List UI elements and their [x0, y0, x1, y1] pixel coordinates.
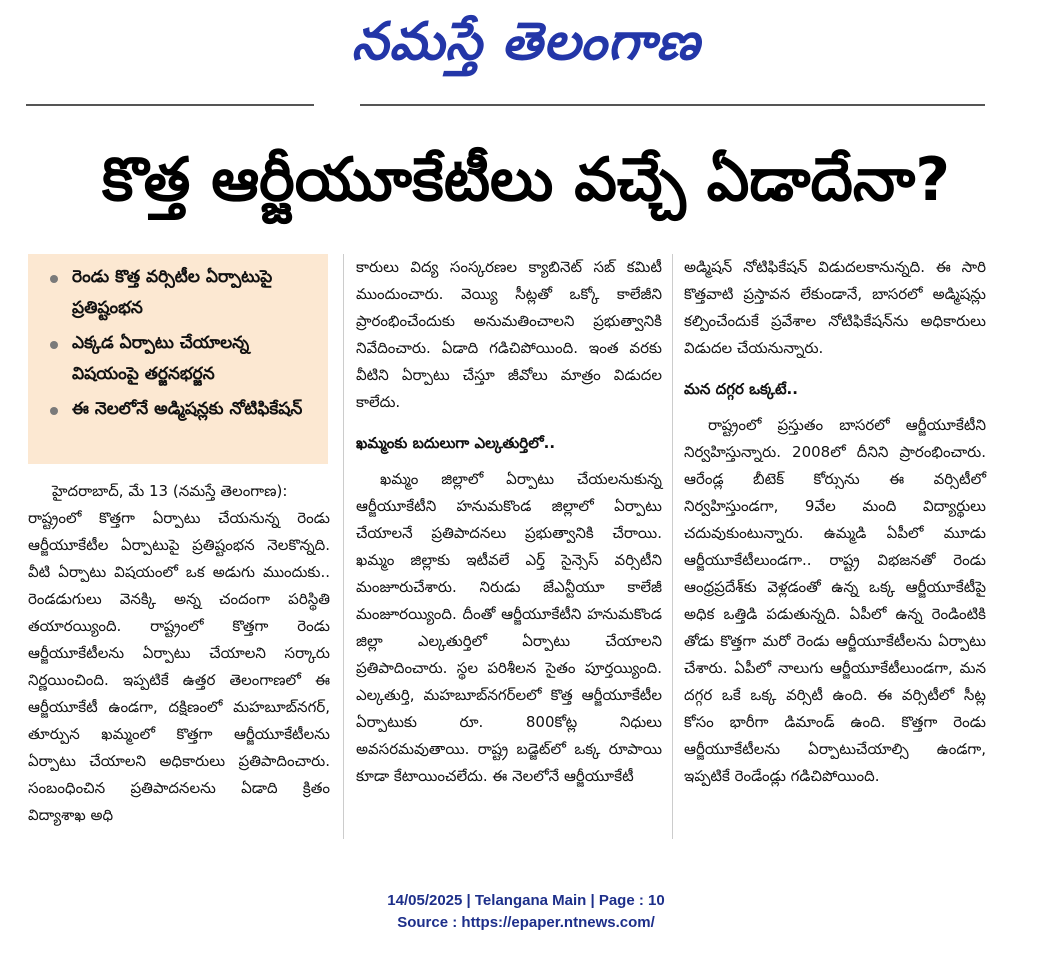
column-3-paragraph-2: రాష్ట్రంలో ప్రస్తుతం బాసరలో ఆర్జీయూకేటీని నిర్వహిస్తున్నారు. 2008లో దీనిని ప్రారంభించారు. ఆరేండ్ల బీటెక్ కోర్సును ఈ వర్సిటీలో నిర్వహిస్తుండగా, 9వేల మంది విద్యార్థులు చదువుకుంటున్నారు. ఉమ్మడి ఏపీలో మూడు ఆర్జీయూకేటీలుండగా.. రాష్ట్ర విభజనతో రెండు ఆంధ్రప్రదేశ్‌కు వెళ్లడంతో ఉన్న ఒక్క ఆర్జీయూకేటీపై అధిక ఒత్తిడి పడుతున్నది. ఏపీలో ఉన్న రెండింటికి తోడు కొత్తగా మరో రెండు ఆర్జీయూకేటీలను ఏర్పాటు చేశారు. ఏపీలో నాలుగు ఆర్జీయూకేటీలుండగా, మన దగ్గర ఒకే ఒక్క వర్సిటీ ఉంది. ఈ వర్సిటీలో సీట్ల కోసం భారీగా డిమాండ్ ఉంది. కొత్తగా రెండు ఆర్జీయూకేటీలను ఏర్పాటుచేయాల్సి ఉండగా, ఇప్పటికే రెండేండ్లు గడిచిపోయింది. — [684, 416, 986, 785]
article-column-2 — [356, 254, 662, 790]
bullet-icon — [50, 275, 58, 283]
column-1-body: రాష్ట్రంలో కొత్తగా ఏర్పాటు చేయనున్న రెండు ఆర్జీయూకేటీల ఏర్పాటుపై ప్రతిష్టంభన నెలకొన్నది. వీటి ఏర్పాటు విషయంలో ఒక అడుగు ముందుకు.. రెండడుగులు వెనక్కి అన్న చందంగా పరిస్థితి తయారయ్యింది. రాష్ట్రంలో కొత్తగా రెండు ఆర్జీయూకేటీలను ఏర్పాటు చేయాలని సర్కారు నిర్ణయించింది. ఇప్పటికే ఉత్తర తెలంగాణలో ఈ ఆర్జీయూకేటీ ఉండగా, దక్షిణంలో మహబూబ్‌నగర్, తూర్పున ఖమ్మంలో కొత్తగా ఆర్జీయూకేటీలను ఏర్పాటు చేయాలని అధికారులు ప్రతిపాదించారు. సంబంధించిన ప్రతిపాదనలను ఏడాది క్రితం విద్యాశాఖ అధి — [28, 509, 330, 824]
column-2-paragraph-1: కారులు విద్య సంస్కరణల క్యాబినెట్ సబ్ కమిటీ ముందుంచారు. వెయ్యి సీట్లతో ఒక్కో కాలేజీని ప్రారంభించేందుకు అనుమతించాలని ప్రభుత్వానికి నివేదించారు. ఏడాది గడిచిపోయింది. ఇంత వరకు వీటిని ఏర్పాటు చేస్తూ జీవోలు మాత్రం విడుదల కాలేదు. — [356, 258, 662, 411]
dateline: హైదరాబాద్, మే 13 (నమస్తే తెలంగాణ): — [52, 482, 288, 500]
article-column-3 — [684, 254, 986, 790]
highlight-text: ఎక్కడ ఏర్పాటు చేయాలన్న విషయంపై తర్జనభర్జన — [72, 333, 250, 384]
highlight-text: ఈ నెలలోనే అడ్మిషన్లకు నోటిఫికేషన్ — [72, 399, 303, 419]
highlight-item — [38, 394, 318, 425]
footer-edition-info: 14/05/2025 | Telangana Main | Page : 10 — [387, 892, 665, 909]
highlight-text: రెండు కొత్త వర్సిటీల ఏర్పాటుపై ప్రతిష్టంభన — [72, 267, 273, 318]
column-divider — [343, 254, 344, 839]
column-2-paragraph-2: ఖమ్మం జిల్లాలో ఏర్పాటు చేయలనుకున్న ఆర్జీయూకేటీని హనుమకొండ జిల్లాలో ఏర్పాటు చేయాలనే ప్రతిపాదనలు ప్రభుత్వానికి చేరాయి. ఖమ్మం జిల్లాకు ఇటీవలే ఎర్త్ సైన్సెస్ వర్సిటీని మంజూరుచేశారు. నిరుడు జేఎన్టీయూ కాలేజీ మంజూరయ్యింది. దీంతో ఆర్జీయూకేటీని హనుమకొండ జిల్లా ఎల్కతుర్తిలో ఏర్పాటు చేయాలని ప్రతిపాదించారు. స్థల పరిశీలన సైతం పూర్తయ్యింది. ఎల్కతుర్తి, మహబూబ్‌నగర్‌లలో కొత్త ఆర్జీయూకేటీల ఏర్పాటుకు రూ. 800కోట్ల నిధులు అవసరమవుతాయి. రాష్ట్ర బడ్జెట్‌లో ఒక్క రూపాయి కూడా కేటాయించలేదు. ఈ నెలలోనే ఆర్జీయూకేటీ — [356, 470, 662, 785]
highlights-box — [28, 254, 328, 464]
highlight-item — [38, 328, 318, 390]
column-3-subheading: మన దగ్గర ఒక్కటే.. — [684, 380, 798, 398]
column-2-subheading: ఖమ్మంకు బదులుగా ఎల్కతుర్తిలో.. — [356, 434, 556, 452]
masthead-rule-right — [360, 104, 985, 106]
column-3-paragraph-1: అడ్మిషన్ నోటిఫికేషన్ విడుదలకానున్నది. ఈ సారి కొత్తవాటి ప్రస్తావన లేకుండానే, బాసరలో అడ్మిషన్లు కల్పించేందుకే ప్రవేశాల నోటిఫికేషన్‌ను అధికారులు విడుదల చేయనున్నారు. — [684, 258, 986, 357]
bullet-icon — [50, 407, 58, 415]
highlight-item — [38, 262, 318, 324]
footer-source-link[interactable]: Source : https://epaper.ntnews.com/ — [397, 914, 655, 931]
article-column-1 — [28, 478, 330, 829]
column-divider — [672, 254, 673, 839]
article-headline: కొత్త ఆర్జీయూకేటీలు వచ్చే ఏడాదేనా? — [101, 145, 950, 215]
bullet-icon — [50, 341, 58, 349]
newspaper-masthead: నమస్తే తెలంగాణ — [351, 11, 701, 72]
masthead-rule-left — [26, 104, 314, 106]
